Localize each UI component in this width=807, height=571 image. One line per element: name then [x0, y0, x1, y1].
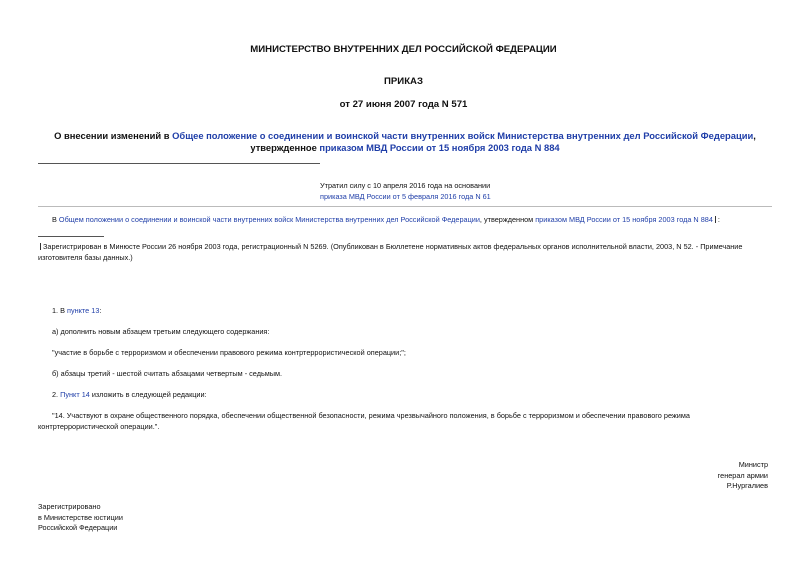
signature-block — [600, 460, 768, 492]
void-notice — [320, 180, 491, 202]
footnote-divider — [38, 236, 104, 237]
registration-line-3: Российской Федерации — [38, 523, 118, 532]
document-subject — [38, 130, 772, 154]
intro-link-order-884[interactable]: приказом МВД России от 15 ноября 2003 года N 884 — [535, 215, 713, 224]
signature-name: Р.Нургалиев — [726, 481, 768, 490]
item-2 — [52, 389, 207, 400]
registration-block — [38, 502, 123, 534]
item-1a: а) дополнить новым абзацем третьим следующего содержания: — [52, 327, 270, 336]
item-1b: б) абзацы третий - шестой считать абзацами четвертым - седьмым. — [52, 369, 283, 378]
intro-prefix: В — [52, 215, 59, 224]
document-type: ПРИКАЗ — [384, 76, 423, 87]
footnote — [38, 241, 772, 263]
footnote-marker[interactable] — [715, 216, 716, 223]
intro-suffix: : — [717, 215, 720, 224]
item-2-prefix: 2. — [52, 390, 61, 399]
subject-prefix: О внесении изменений в — [54, 130, 173, 141]
ministry-header: МИНИСТЕРСТВО ВНУТРЕННИХ ДЕЛ РОССИЙСКОЙ ФЕДЕРАЦИИ — [250, 44, 557, 55]
subject-middle: , утвержденное — [250, 130, 756, 153]
link-point-14[interactable]: Пункт 14 — [60, 390, 90, 399]
footnote-marker-icon — [40, 243, 41, 250]
title-divider — [38, 163, 320, 164]
intro-paragraph — [52, 214, 772, 225]
item-1a-quote: "участие в борьбе с терроризмом и обеспечении правового режима контртеррористической операции;"; — [52, 348, 406, 357]
item-1-suffix: : — [99, 306, 102, 315]
signature-position: Министр — [738, 460, 768, 469]
intro-link-general-regulation[interactable]: Общем положении о соединении и воинской части внутренних войск Министерства внутренних дел Российской Федерации — [58, 215, 480, 224]
item-2-quote: "14. Участвуют в охране общественного порядка, обеспечении общественной безопасности, режима чрезвычайного положения, в борьбе с терроризмом и обеспечении правового режима контртеррористической операции.". — [38, 411, 690, 431]
document-date: от 27 июня 2007 года N 571 — [339, 99, 468, 110]
footnote-text: Зарегистрирован в Минюсте России 26 ноября 2003 года, регистрационный N 5269. (Опубликован в Бюллетене нормативных актов федеральных органов исполнительной власти, 2003, N 52. - Примечание изготовителя базы данных.) — [38, 242, 743, 262]
item-2-suffix: изложить в следующей редакции: — [89, 390, 207, 399]
item-1 — [52, 305, 101, 316]
section-divider — [38, 206, 772, 207]
intro-middle: , утвержденном — [479, 215, 536, 224]
signature-rank: генерал армии — [717, 470, 768, 480]
link-point-13[interactable]: пункте 13 — [67, 306, 100, 315]
registration-line-2: в Министерстве юстиции — [38, 512, 123, 522]
subject-link-general-regulation[interactable]: Общее положение о соединении и воинской части внутренних войск Министерства внутренних дел Российской Федерации — [172, 130, 754, 141]
registration-line-1: Зарегистрировано — [38, 502, 101, 511]
item-1-prefix: 1. В — [52, 306, 68, 315]
subject-link-order-884[interactable]: приказом МВД России от 15 ноября 2003 года N 884 — [319, 142, 560, 153]
void-notice-link[interactable]: приказа МВД России от 5 февраля 2016 года N 61 — [320, 192, 491, 201]
void-notice-text: Утратил силу с 10 апреля 2016 года на основании — [320, 181, 491, 190]
